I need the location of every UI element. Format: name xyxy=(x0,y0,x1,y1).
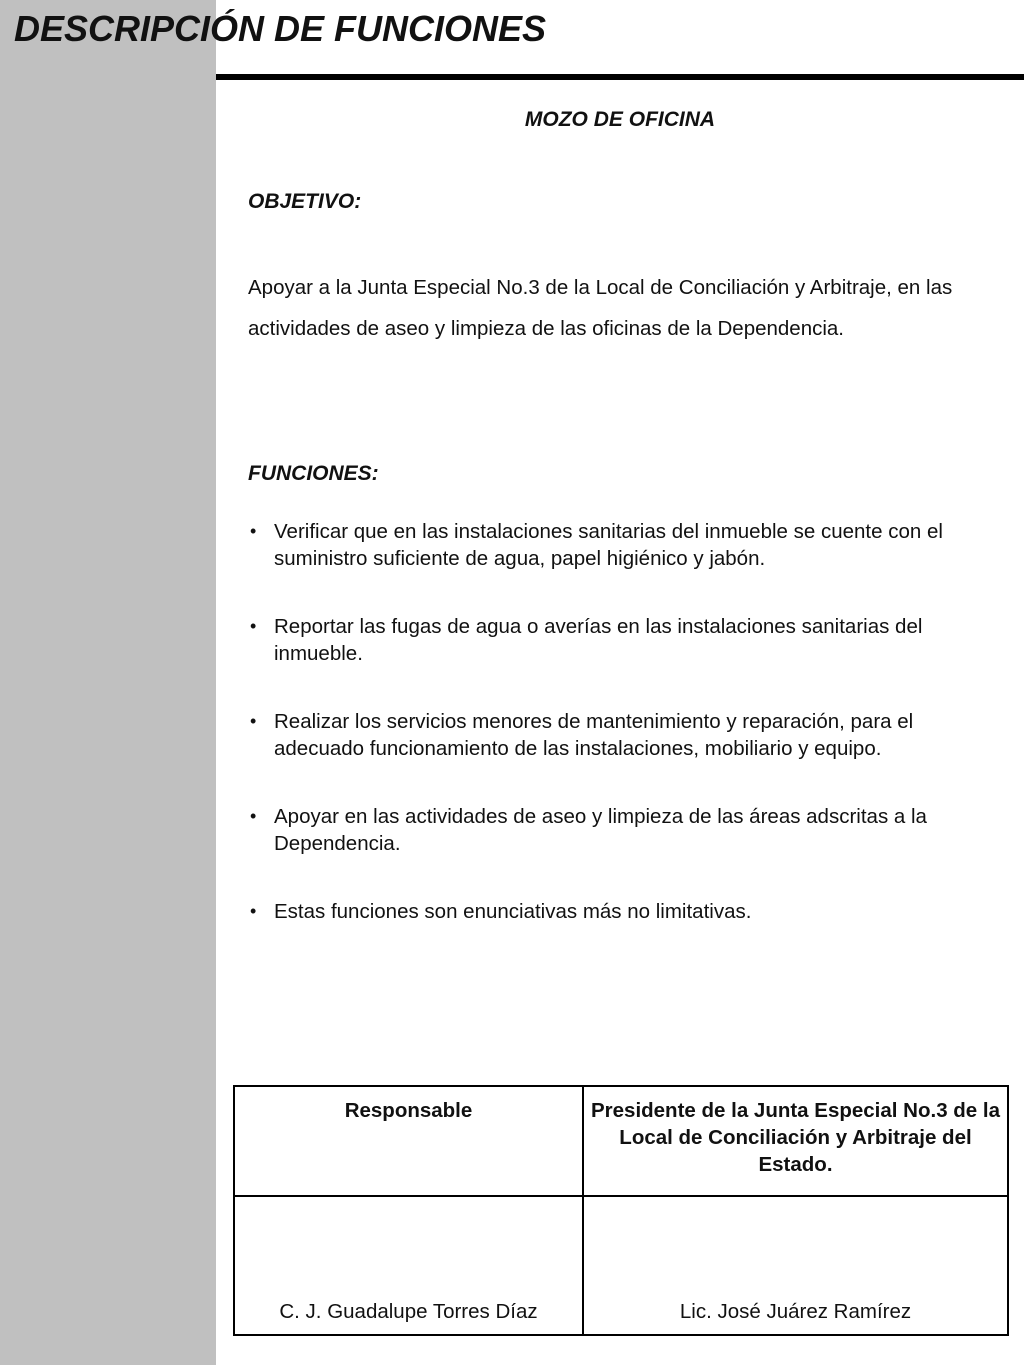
function-text: Reportar las fugas de agua o averías en las instalaciones sanitarias del inmueble. xyxy=(274,615,923,665)
job-title: MOZO DE OFICINA xyxy=(524,108,716,131)
function-text: Apoyar en las actividades de aseo y limpieza de las áreas adscritas a la Dependencia. xyxy=(274,805,927,855)
bullet-icon: • xyxy=(250,616,257,636)
signature-table xyxy=(233,1085,1009,1336)
responsible-name: C. J. Guadalupe Torres Díaz xyxy=(234,1196,583,1335)
functions-heading: FUNCIONES: xyxy=(248,462,379,485)
bullet-icon: • xyxy=(250,521,257,541)
objective-text: Apoyar a la Junta Especial No.3 de la Local de Conciliación y Arbitraje, en las actividades de aseo y limpieza de las oficinas de la Dependencia. xyxy=(248,276,953,340)
header-divider xyxy=(216,74,1024,80)
functions-list xyxy=(248,518,988,925)
signature-name-row xyxy=(234,1196,1008,1335)
bullet-icon: • xyxy=(250,806,257,826)
left-sidebar-band xyxy=(0,0,216,1365)
authority-header: Presidente de la Junta Especial No.3 de la Local de Conciliación y Arbitraje del Estado. xyxy=(583,1086,1008,1196)
function-text: Estas funciones son enunciativas más no limitativas. xyxy=(274,900,752,923)
header xyxy=(0,0,1024,76)
function-item xyxy=(248,518,988,572)
page-title: DESCRIPCIÓN DE FUNCIONES xyxy=(14,8,547,49)
function-text: Realizar los servicios menores de mantenimiento y reparación, para el adecuado funcionamiento de las instalaciones, mobiliario y equipo. xyxy=(274,710,914,760)
function-item xyxy=(248,803,988,857)
function-item xyxy=(248,708,988,762)
function-text: Verificar que en las instalaciones sanitarias del inmueble se cuente con el suministro suficiente de agua, papel higiénico y jabón. xyxy=(274,520,943,570)
objective-heading: OBJETIVO: xyxy=(248,190,362,213)
bullet-icon: • xyxy=(250,901,257,921)
bullet-icon: • xyxy=(250,711,257,731)
function-item xyxy=(248,898,988,925)
signature-header-row xyxy=(234,1086,1008,1196)
responsible-header: Responsable xyxy=(234,1086,583,1196)
function-item xyxy=(248,613,988,667)
authority-name: Lic. José Juárez Ramírez xyxy=(583,1196,1008,1335)
